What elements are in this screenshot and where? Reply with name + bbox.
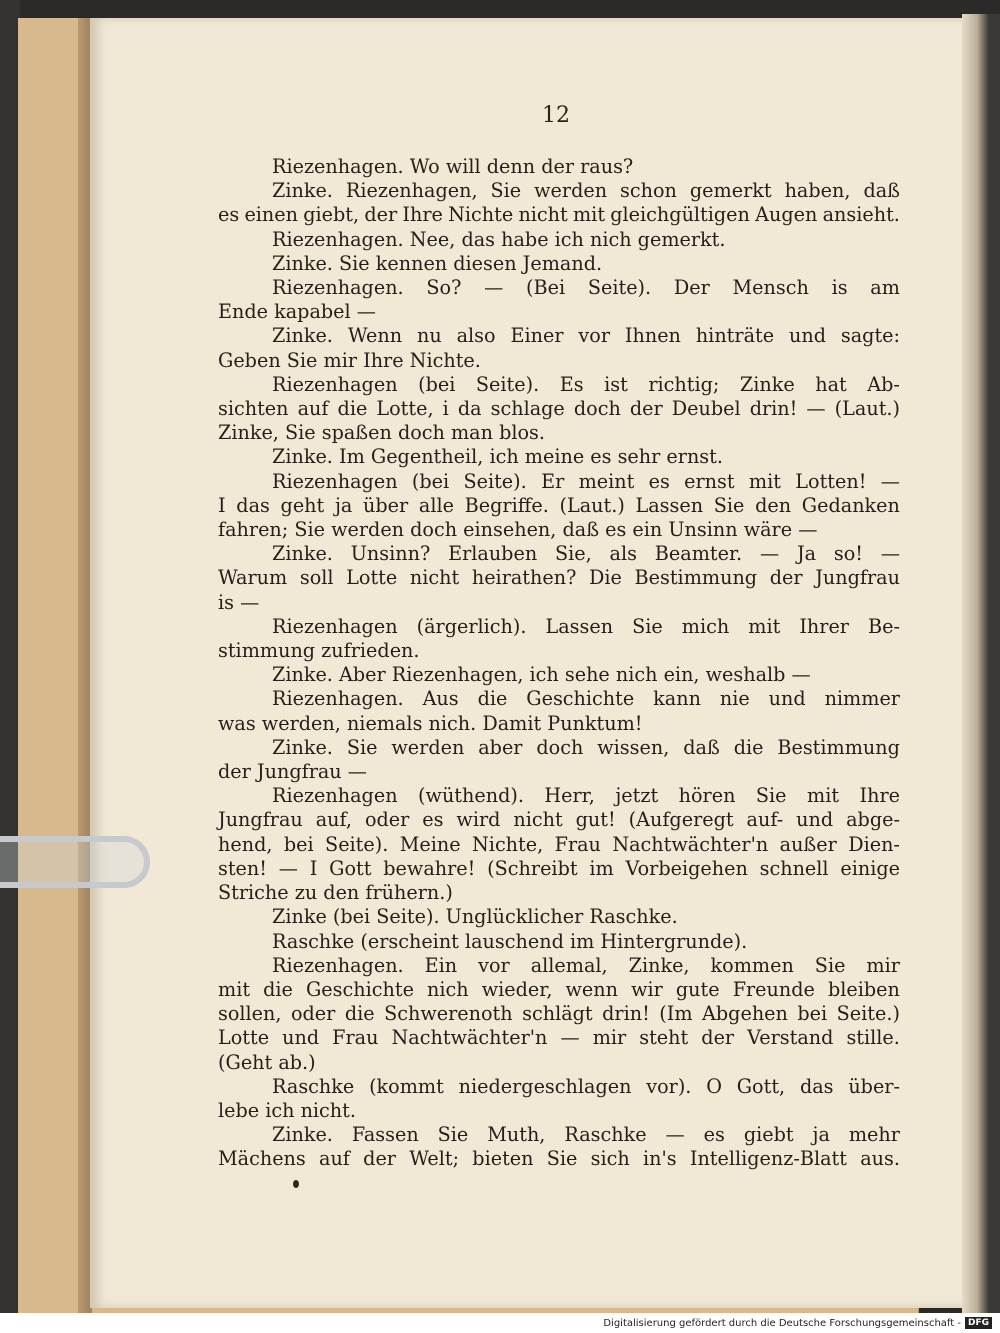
text-line xyxy=(218,228,900,252)
text-word: soll xyxy=(299,566,334,590)
text-word: sagte: xyxy=(840,324,900,348)
text-line xyxy=(218,421,900,445)
text-word: hend, xyxy=(218,832,273,856)
text-word: gleichgültigen xyxy=(610,203,750,227)
text-word: die xyxy=(733,735,764,759)
text-word: Riezenhagen xyxy=(272,614,398,638)
text-word: schlage xyxy=(490,397,565,421)
text-line xyxy=(218,978,900,1002)
text-word: auf xyxy=(297,397,329,421)
text-line xyxy=(218,760,900,784)
text-word: es xyxy=(648,469,670,493)
text-line-content: Zinke. Sie kennen diesen Jemand. xyxy=(272,251,603,275)
text-word: sten! xyxy=(218,856,267,880)
text-word: Bestimmung xyxy=(634,566,758,590)
text-line-content: Raschke (erscheint lauschend im Hintergrunde). xyxy=(272,929,748,953)
text-word: nimmer xyxy=(824,687,900,711)
text-word: auf xyxy=(319,1147,350,1171)
text-word: Nichte xyxy=(448,203,514,227)
text-word: Vorbeigehen xyxy=(625,856,748,880)
text-word: Lotte xyxy=(346,566,398,590)
text-line xyxy=(218,1051,900,1075)
text-word: — xyxy=(560,1026,580,1050)
text-line-content: lebe ich nicht. xyxy=(218,1098,356,1122)
text-word: mit xyxy=(218,977,251,1001)
text-word: die xyxy=(344,1002,375,1026)
text-word: Mächens xyxy=(218,1147,306,1171)
text-word: Welt; xyxy=(409,1147,460,1171)
text-word: Einer xyxy=(510,324,564,348)
text-word: Ab- xyxy=(867,372,900,396)
text-word: (Im xyxy=(659,1002,693,1026)
text-word: Sie xyxy=(490,179,522,203)
body-text xyxy=(218,155,900,1172)
text-word: giebt xyxy=(743,1123,794,1147)
text-word: mit xyxy=(748,614,781,638)
text-word: bewahre! xyxy=(383,856,476,880)
text-word: auf, xyxy=(315,808,353,832)
text-word: einige xyxy=(840,856,900,880)
text-word: Zinke. xyxy=(272,542,333,566)
text-word: Abgehen xyxy=(702,1002,788,1026)
text-word: gut! xyxy=(575,808,616,832)
text-word: oder xyxy=(364,808,410,832)
text-line xyxy=(218,639,900,663)
text-line xyxy=(218,542,900,566)
text-line xyxy=(218,905,900,929)
text-word: Sie xyxy=(814,953,846,977)
text-word: Sie xyxy=(437,1123,469,1147)
text-word: (wüthend). xyxy=(418,784,524,808)
text-word: (Bei xyxy=(526,276,566,300)
text-word: — xyxy=(880,542,900,566)
text-word: außer xyxy=(779,832,837,856)
text-word: Schwerenoth xyxy=(384,1002,513,1026)
text-line xyxy=(218,276,900,300)
text-word: Zinke. xyxy=(272,324,333,348)
text-word: Lotten! xyxy=(795,469,867,493)
text-word: O xyxy=(706,1074,722,1098)
text-word: am xyxy=(870,276,900,300)
text-line xyxy=(218,615,900,639)
text-word: Nachtwächter'n xyxy=(612,832,769,856)
text-word: Seite). xyxy=(463,469,527,493)
text-word: Beamter. xyxy=(654,542,743,566)
text-word: einen xyxy=(244,203,298,227)
text-word: Freunde xyxy=(732,977,815,1001)
text-word: (bei xyxy=(418,372,456,396)
text-line-content: fahren; Sie werden doch einsehen, daß es ein Unsinn wäre — xyxy=(218,518,818,542)
scan-left-margin xyxy=(0,0,20,1333)
text-word: Deubel xyxy=(671,397,741,421)
text-word: giebt, xyxy=(303,203,360,227)
text-word: So? xyxy=(426,276,462,300)
text-word: vor xyxy=(478,953,510,977)
text-word: Es xyxy=(559,372,584,396)
text-line xyxy=(218,1147,900,1171)
text-word: Begriffe. xyxy=(464,493,549,517)
text-word: hat xyxy=(815,372,847,396)
text-word: doch xyxy=(573,397,621,421)
page-number: 12 xyxy=(542,103,570,128)
text-line xyxy=(218,881,900,905)
text-word: I xyxy=(218,493,226,517)
text-word: Seite). xyxy=(587,276,652,300)
text-line xyxy=(218,687,900,711)
text-word: wir xyxy=(631,977,663,1001)
text-word: niedergeschlagen xyxy=(458,1074,632,1098)
dfg-logo: DFG xyxy=(965,1317,992,1329)
text-word: Der xyxy=(673,276,710,300)
text-word: Lotte xyxy=(218,1026,270,1050)
text-line-content: Geben Sie mir Ihre Nichte. xyxy=(218,348,481,372)
text-word: Ja xyxy=(796,542,817,566)
text-line xyxy=(218,397,900,421)
text-word: Riezenhagen xyxy=(272,784,398,808)
text-word: wissen, xyxy=(597,735,670,759)
text-word: Aus xyxy=(422,687,459,711)
text-word: i xyxy=(442,397,449,421)
text-word: die xyxy=(337,397,368,421)
text-word: Bestimmung xyxy=(777,735,900,759)
text-line xyxy=(218,300,900,324)
text-word: (Laut.) xyxy=(834,397,900,421)
text-word: abge- xyxy=(846,808,900,832)
text-word: — xyxy=(759,542,780,566)
text-line xyxy=(218,736,900,760)
text-word: I xyxy=(309,856,318,880)
text-word: hören xyxy=(678,784,736,808)
text-word: Riezenhagen. xyxy=(272,953,404,977)
text-word: Riezenhagen xyxy=(272,469,398,493)
text-word: Warum xyxy=(218,566,288,590)
text-word: und xyxy=(768,687,806,711)
text-word: also xyxy=(456,324,496,348)
text-line xyxy=(218,179,900,203)
ink-spot xyxy=(293,1180,299,1188)
text-line xyxy=(218,494,900,518)
text-word: und xyxy=(796,808,834,832)
text-word: (Aufgeregt xyxy=(628,808,734,832)
text-word: bei xyxy=(283,832,314,856)
text-word: vor). xyxy=(646,1074,692,1098)
text-word: Unsinn? xyxy=(350,542,431,566)
text-word: Sie xyxy=(346,735,378,759)
text-word: es xyxy=(703,1123,725,1147)
text-word: den xyxy=(755,493,792,517)
text-word: sollen, xyxy=(218,1002,282,1026)
text-word: die xyxy=(263,977,293,1001)
text-word: geht xyxy=(280,493,325,517)
page-stack-edge xyxy=(962,14,1000,1314)
text-word: hinträte xyxy=(695,324,775,348)
text-word: der xyxy=(629,397,663,421)
text-line xyxy=(218,591,900,615)
text-word: Frau xyxy=(554,832,601,856)
text-word: der xyxy=(769,566,803,590)
text-word: nicht xyxy=(513,808,563,832)
text-word: schon xyxy=(620,179,677,203)
text-word: Seite). xyxy=(325,832,389,856)
text-word: Zinke. xyxy=(272,735,333,759)
text-word: nich xyxy=(427,977,469,1001)
text-word: gemerkt xyxy=(689,179,772,203)
text-word: Riezenhagen. xyxy=(272,276,404,300)
text-line xyxy=(218,1099,900,1123)
text-word: werden xyxy=(534,179,608,203)
text-word: nie xyxy=(719,687,750,711)
text-word: kommen xyxy=(710,953,794,977)
text-word: is xyxy=(831,276,848,300)
text-word: Lotte, xyxy=(376,397,434,421)
text-word: — xyxy=(806,397,826,421)
text-word: Riezenhagen xyxy=(272,372,398,396)
text-word: (Laut.) xyxy=(559,493,625,517)
text-word: Muth, xyxy=(487,1123,546,1147)
text-word: wird xyxy=(456,808,501,832)
text-word: der xyxy=(364,203,398,227)
text-word: über xyxy=(363,493,409,517)
text-line xyxy=(218,1026,900,1050)
text-word: allemal, xyxy=(530,953,608,977)
text-word: heirathen? xyxy=(471,566,577,590)
text-word: alle xyxy=(418,493,454,517)
text-word: Ein xyxy=(424,953,458,977)
text-word: Nachtwächter'n xyxy=(391,1026,548,1050)
text-word: es xyxy=(218,203,240,227)
text-line xyxy=(218,373,900,397)
text-line xyxy=(218,857,900,881)
text-line xyxy=(218,954,900,978)
text-word: Mensch xyxy=(732,276,809,300)
text-word: Meine xyxy=(399,832,461,856)
text-word: Verstand xyxy=(747,1026,834,1050)
text-word: — xyxy=(484,276,504,300)
text-line xyxy=(218,445,900,469)
text-word: ernst xyxy=(684,469,735,493)
text-word: Sie xyxy=(546,1147,578,1171)
text-line-content: Zinke, Sie spaßen doch man blos. xyxy=(218,421,545,445)
text-word: Erlauben xyxy=(448,542,538,566)
text-word: gute xyxy=(675,977,720,1001)
text-word: Jungfrau xyxy=(815,566,900,590)
text-word: vor xyxy=(578,324,610,348)
text-word: stille. xyxy=(846,1026,900,1050)
text-line xyxy=(218,518,900,542)
text-word: das xyxy=(799,1074,834,1098)
text-line-content: is — xyxy=(218,590,260,614)
text-word: Riezenhagen. xyxy=(272,687,404,711)
text-line xyxy=(218,1123,900,1147)
text-word: meint xyxy=(578,469,635,493)
text-line xyxy=(218,663,900,687)
text-word: und xyxy=(788,324,826,348)
text-word: als xyxy=(609,542,637,566)
text-line-content: (Geht ab.) xyxy=(218,1050,316,1074)
text-line xyxy=(218,324,900,348)
text-word: drin! xyxy=(602,1002,650,1026)
text-line xyxy=(218,349,900,373)
text-word: oder xyxy=(290,1002,336,1026)
text-word: daß xyxy=(863,179,900,203)
text-word: aus. xyxy=(860,1147,900,1171)
text-word: — xyxy=(665,1123,685,1147)
text-word: (kommt xyxy=(369,1074,444,1098)
text-word: Nichte, xyxy=(472,832,544,856)
text-word: (bei xyxy=(411,469,450,493)
credit-text: Digitalisierung gefördert durch die Deutsche Forschungsgemeinschaft - xyxy=(603,1317,961,1329)
text-word: mit xyxy=(572,203,606,227)
text-word: Fassen xyxy=(351,1123,419,1147)
text-word: schlägt xyxy=(522,1002,593,1026)
text-word: bieten xyxy=(472,1147,534,1171)
text-word: mir xyxy=(592,1026,627,1050)
text-word: Zinke xyxy=(739,372,795,396)
text-word: Ihre xyxy=(402,203,443,227)
text-word: haben, xyxy=(784,179,851,203)
text-line xyxy=(218,155,900,179)
text-word: (ärgerlich). xyxy=(416,614,527,638)
text-word: Riezenhagen, xyxy=(345,179,478,203)
text-word: wieder, xyxy=(481,977,553,1001)
text-word: der xyxy=(701,1026,735,1050)
text-line-content: Zinke. Im Gegentheil, ich meine es sehr ernst. xyxy=(272,445,723,469)
text-word: das xyxy=(236,493,270,517)
text-word: auf- xyxy=(746,808,784,832)
text-word: kann xyxy=(653,687,701,711)
text-line-content: was werden, niemals nich. Damit Punktum! xyxy=(218,711,643,735)
text-line xyxy=(218,1002,900,1026)
text-word: Geschichte xyxy=(526,687,635,711)
text-word: Er xyxy=(541,469,565,493)
text-word: Zinke. xyxy=(272,179,333,203)
text-word: Herr, xyxy=(544,784,595,808)
text-word: Frau xyxy=(332,1026,379,1050)
text-line xyxy=(218,1075,900,1099)
text-line-content: Zinke (bei Seite). Unglücklicher Raschke. xyxy=(272,905,678,929)
text-word: in's xyxy=(642,1147,677,1171)
text-word: Gott, xyxy=(736,1074,786,1098)
text-word: Sie, xyxy=(554,542,592,566)
text-word: der xyxy=(363,1147,396,1171)
text-word: schnell xyxy=(759,856,829,880)
text-line-content: Ende kapabel — xyxy=(218,300,376,324)
text-word: aber xyxy=(478,735,523,759)
text-word: Sie xyxy=(713,493,745,517)
text-word: nu xyxy=(416,324,442,348)
text-line xyxy=(218,930,900,954)
text-word: werden xyxy=(391,735,465,759)
text-word: Geschichte xyxy=(305,977,414,1001)
text-word: ist xyxy=(604,372,628,396)
text-word: Zinke. xyxy=(272,1123,333,1147)
text-word: im xyxy=(589,856,614,880)
text-word: Be- xyxy=(868,614,900,638)
digitization-credit xyxy=(603,1316,992,1330)
text-word: Jungfrau xyxy=(218,808,303,832)
text-word: Dien- xyxy=(848,832,900,856)
text-line-content: Riezenhagen. Nee, das habe ich nich gemerkt. xyxy=(272,227,726,251)
text-word: ansieht. xyxy=(822,203,900,227)
text-word: nicht xyxy=(409,566,460,590)
text-word: und xyxy=(282,1026,320,1050)
text-word: Seite.) xyxy=(836,1002,900,1026)
text-word: richtig; xyxy=(648,372,720,396)
text-word: steht xyxy=(639,1026,689,1050)
text-word: ja xyxy=(812,1123,830,1147)
text-word: mir xyxy=(866,953,900,977)
text-word: bei xyxy=(797,1002,828,1026)
text-line xyxy=(218,252,900,276)
text-word: Wenn xyxy=(347,324,403,348)
text-word: jetzt xyxy=(615,784,659,808)
text-word: sichten xyxy=(218,397,289,421)
text-line xyxy=(218,712,900,736)
text-word: — xyxy=(880,469,900,493)
text-word: so! xyxy=(833,542,863,566)
text-line xyxy=(218,833,900,857)
text-word: drin! xyxy=(749,397,798,421)
text-word: Raschke xyxy=(272,1074,355,1098)
text-word: Lassen xyxy=(545,614,614,638)
text-word: Raschke xyxy=(564,1123,647,1147)
text-line xyxy=(218,784,900,808)
text-line-content: Striche zu den frühern.) xyxy=(218,881,453,905)
text-word: Die xyxy=(589,566,622,590)
text-word: es xyxy=(422,808,444,832)
text-word: Sie xyxy=(632,614,663,638)
text-word: — xyxy=(278,856,298,880)
text-word: mit xyxy=(748,469,781,493)
text-line-content: stimmung zufrieden. xyxy=(218,639,420,663)
text-word: mich xyxy=(681,614,730,638)
text-word: doch xyxy=(536,735,584,759)
text-word: Gott xyxy=(329,856,372,880)
text-word: Augen xyxy=(755,203,818,227)
text-line-content: der Jungfrau — xyxy=(218,760,367,784)
text-word: nicht xyxy=(518,203,568,227)
text-word: mehr xyxy=(848,1123,900,1147)
text-word: Ihnen xyxy=(624,324,681,348)
text-word: daß xyxy=(683,735,720,759)
text-line xyxy=(218,808,900,832)
text-word: Seite). xyxy=(475,372,540,396)
text-word: mit xyxy=(807,784,840,808)
text-word: Ihrer xyxy=(799,614,849,638)
text-word: Zinke, xyxy=(628,953,690,977)
text-line-content: Riezenhagen. Wo will denn der raus? xyxy=(272,155,634,178)
text-line xyxy=(218,566,900,590)
text-word: bleiben xyxy=(827,977,900,1001)
text-word: wenn xyxy=(565,977,618,1001)
text-word: ja xyxy=(334,493,353,517)
text-word: (Schreibt xyxy=(487,856,578,880)
text-word: Ihre xyxy=(859,784,900,808)
text-word: da xyxy=(457,397,482,421)
paperclip xyxy=(0,836,150,888)
text-line-content: Zinke. Aber Riezenhagen, ich sehe nich ein, weshalb — xyxy=(272,663,811,687)
text-line xyxy=(218,203,900,227)
text-word: Gedanken xyxy=(801,493,900,517)
text-word: Intelligenz-Blatt xyxy=(689,1147,847,1171)
text-word: Lassen xyxy=(635,493,704,517)
text-word: über- xyxy=(848,1074,900,1098)
text-line xyxy=(218,470,900,494)
text-word: die xyxy=(477,687,508,711)
text-word: Sie xyxy=(755,784,787,808)
text-word: sich xyxy=(590,1147,630,1171)
